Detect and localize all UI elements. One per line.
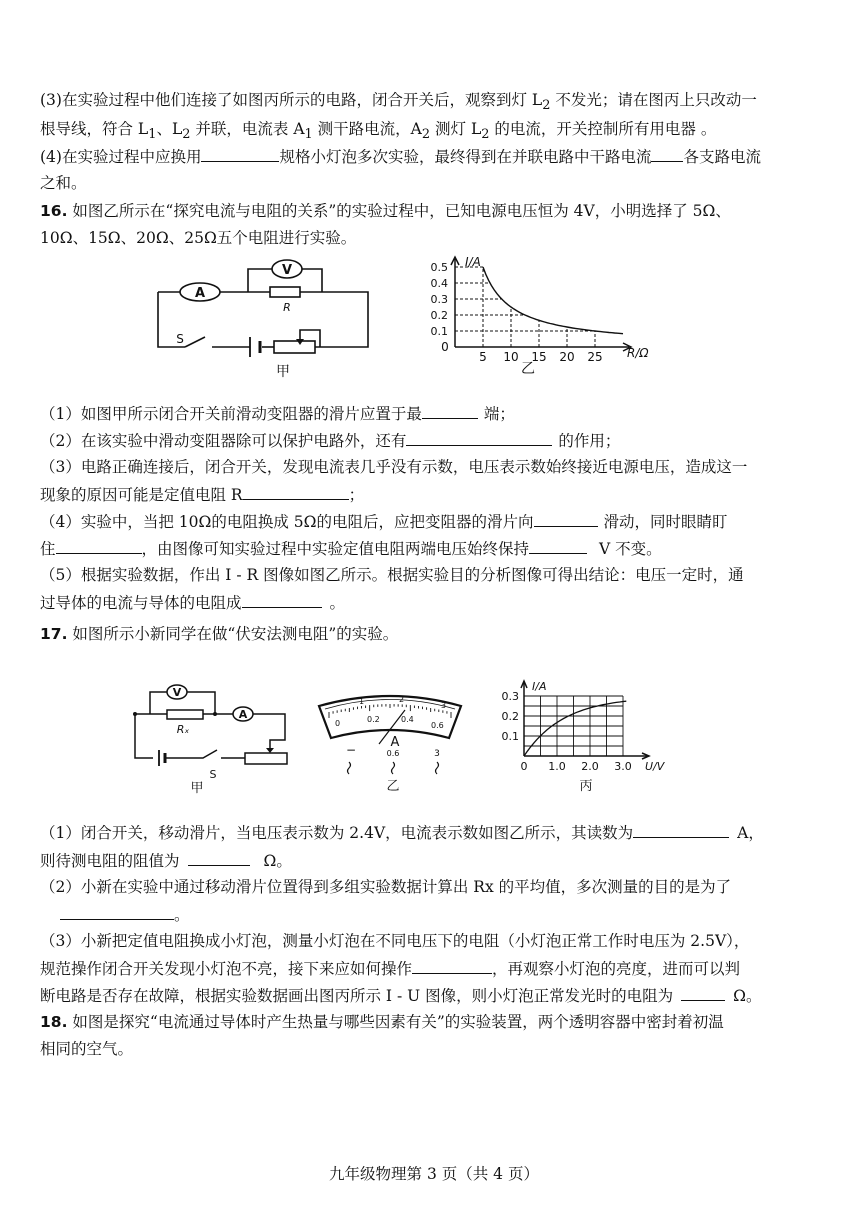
q17-sub3-line2: 规范操作闭合开关发现小灯泡不亮，接下来应如何操作 ，再观察小灯泡的亮度，进而可以判 [40,960,741,978]
q17-sub1-line1: （1）闭合开关，移动滑片，当电压表示数为 2.4V，电流表示数如图乙所示，其读数为 A， [40,824,764,842]
minus-sign: − [345,743,357,757]
figure-caption: 乙 [521,361,535,377]
dial-bottom-tick: 0.2 [367,715,380,724]
y-axis-label: I/A [532,680,547,693]
q17-intro: 17. 如图所示小新同学在做“伏安法测电阻”的实验。 [40,625,399,643]
x-tick-label: 3.0 [614,760,632,773]
origin-label: 0 [520,760,528,773]
answer-blank[interactable] [681,985,725,1001]
q15-part4-line1: (4)在实验过程中应换用 规格小灯泡多次实验，最终得到在并联电路中干路电流 各支路电流 [40,148,761,166]
x-tick-label: 5 [479,350,487,364]
resistor-label: R [283,301,291,314]
ammeter-label: A [194,286,206,301]
q18-line2: 相同的空气。 [40,1040,134,1058]
q16-circuit-diagram [150,255,380,380]
figure-caption: 乙 [386,779,400,794]
answer-blank[interactable] [242,592,322,608]
answer-blank[interactable] [406,430,552,446]
y-tick-label: 0.5 [430,261,448,274]
q16-sub4-line2: 住 ，由图像可知实验过程中实验定值电阻两端电压始终保持 V 不变。 [40,540,662,558]
q16-sub3-line2: 现象的原因可能是定值电阻 R ； [40,486,365,504]
q16-ir-graph [415,255,675,377]
answer-blank[interactable] [56,538,142,554]
y-tick-label: 0.3 [430,293,448,306]
q17-circuit-diagram [125,680,300,796]
dial-bottom-tick: 0 [335,719,341,728]
figure-caption: 甲 [190,781,204,796]
graph-curve [483,267,623,334]
figure-caption: 丙 [579,779,593,794]
terminal-label: 3 [434,749,440,759]
graph-curve [524,701,626,756]
terminal-icon [392,762,395,774]
answer-blank[interactable] [60,904,174,920]
voltmeter-label: V [172,686,182,699]
x-tick-label: 25 [587,350,603,364]
terminal-icon [436,762,439,774]
switch-label: S [209,768,217,781]
answer-blank[interactable] [188,850,250,866]
x-tick-label: 10 [503,350,519,364]
dial-bottom-tick: 0.4 [401,715,414,724]
dial-bottom-tick: 0.6 [431,721,444,730]
q16-intro-line2: 10Ω、15Ω、20Ω、25Ω五个电阻进行实验。 [40,229,357,247]
resistor-label: Rₓ [176,723,190,736]
answer-blank[interactable] [412,958,492,974]
q17-sub2-line1: （2）小新在实验中通过移动滑片位置得到多组实验数据计算出 Rx 的平均值，多次测量的目的是为了 [40,878,732,896]
y-tick-label: 0.1 [430,325,448,338]
answer-blank[interactable] [534,511,598,527]
q15-part4-line2: 之和。 [40,174,87,192]
answer-blank[interactable] [422,403,478,419]
dial-top-tick: 1 [359,697,365,706]
voltmeter-label: V [281,263,293,278]
page-footer: 九年级物理第 3 页（共 4 页） [329,1165,539,1183]
ammeter-label: A [238,708,248,721]
figure-caption: 甲 [276,364,290,380]
q17-sub3-line1: （3）小新把定值电阻换成小灯泡，测量小灯泡在不同电压下的电阻（小灯泡正常工作时电压为 2.5V）， [40,932,750,950]
terminal-label: 0.6 [386,749,400,758]
terminal-icon [348,762,351,774]
resistor-icon [167,710,203,719]
x-tick-label: 2.0 [581,760,599,773]
question-number: 17. [40,625,68,643]
q16-sub5-line1: （5）根据实验数据，作出 I - R 图像如图乙所示。根据实验目的分析图像可得出结论：电压一定时，通 [40,566,744,584]
answer-blank[interactable] [633,822,729,838]
y-tick-label: 0.3 [501,690,519,703]
origin-label: 0 [441,340,449,354]
y-tick-label: 0.4 [430,277,448,290]
switch-label: S [176,332,184,346]
q18-line1: 18. 如图是探究“电流通过导体时产生热量与哪些因素有关”的实验装置，两个透明容器中密封着初温 [40,1013,724,1031]
q16-sub2: （2）在该实验中滑动变阻器除可以保护电路外，还有 的作用； [40,432,621,450]
x-tick-label: 1.0 [548,760,566,773]
q15-part3-line1: (3)在实验过程中他们连接了如图丙所示的电路，闭合开关后，观察到灯 $L_2$ 不发光；请在图丙上只改动一 [40,91,757,114]
q16-sub5-line2: 过导体的电流与导体的电阻成 。 [40,594,346,612]
y-tick-label: 0.2 [430,309,448,322]
resistor-icon [270,287,300,297]
y-axis-label: I/A [465,255,481,269]
x-axis-label: R/Ω [627,346,649,360]
meter-label: A [390,735,400,750]
dial-top-tick: 3 [441,701,447,710]
q17-sub1-line2: 则待测电阻的阻值为 Ω。 [40,852,292,870]
slider-arrow-icon [296,339,304,345]
q15-part3-line2: 根导线，符合 $L_1$、$L_2$ 并联，电流表 $A_1$ 测干路电流，$A_2$ 测灯 $L_2$ 的电流，开关控制所有用电器 。 [40,120,717,143]
q16-sub1: （1）如图甲所示闭合开关前滑动变阻器的滑片应置于最 端； [40,405,515,423]
x-tick-label: 15 [531,350,547,364]
answer-blank[interactable] [201,146,279,162]
answer-blank[interactable] [651,146,683,162]
question-number: 16. [40,202,68,220]
y-tick-label: 0.2 [501,710,519,723]
x-axis-label: U/V [645,760,665,773]
q17-ammeter-dial [315,692,465,802]
answer-blank[interactable] [243,484,349,500]
q16-sub4-line1: （4）实验中，当把 10Ω的电阻换成 5Ω的电阻后，应把变阻器的滑片向 滑动，同时眼睛盯 [40,513,728,531]
y-tick-label: 0.1 [501,730,519,743]
dial-top-tick: 2 [399,695,405,704]
x-tick-label: 20 [559,350,575,364]
q17-sub2-line2: 。 [40,904,190,925]
answer-blank[interactable] [529,538,587,554]
q17-iu-graph [490,678,690,796]
q17-sub3-line3: 断电路是否存在故障，根据实验数据画出图丙所示 I - U 图像，则小灯泡正常发光时的电阻为 Ω。 [40,987,762,1005]
q16-sub3-line1: （3）电路正确连接后，闭合开关，发现电流表几乎没有示数，电压表示数始终接近电源电压，造成这一 [40,458,748,476]
question-number: 18. [40,1013,68,1031]
q16-intro-line1: 16. 如图乙所示在“探究电流与电阻的关系”的实验过程中，已知电源电压恒为 4V，小明选择了 5Ω、 [40,202,731,220]
